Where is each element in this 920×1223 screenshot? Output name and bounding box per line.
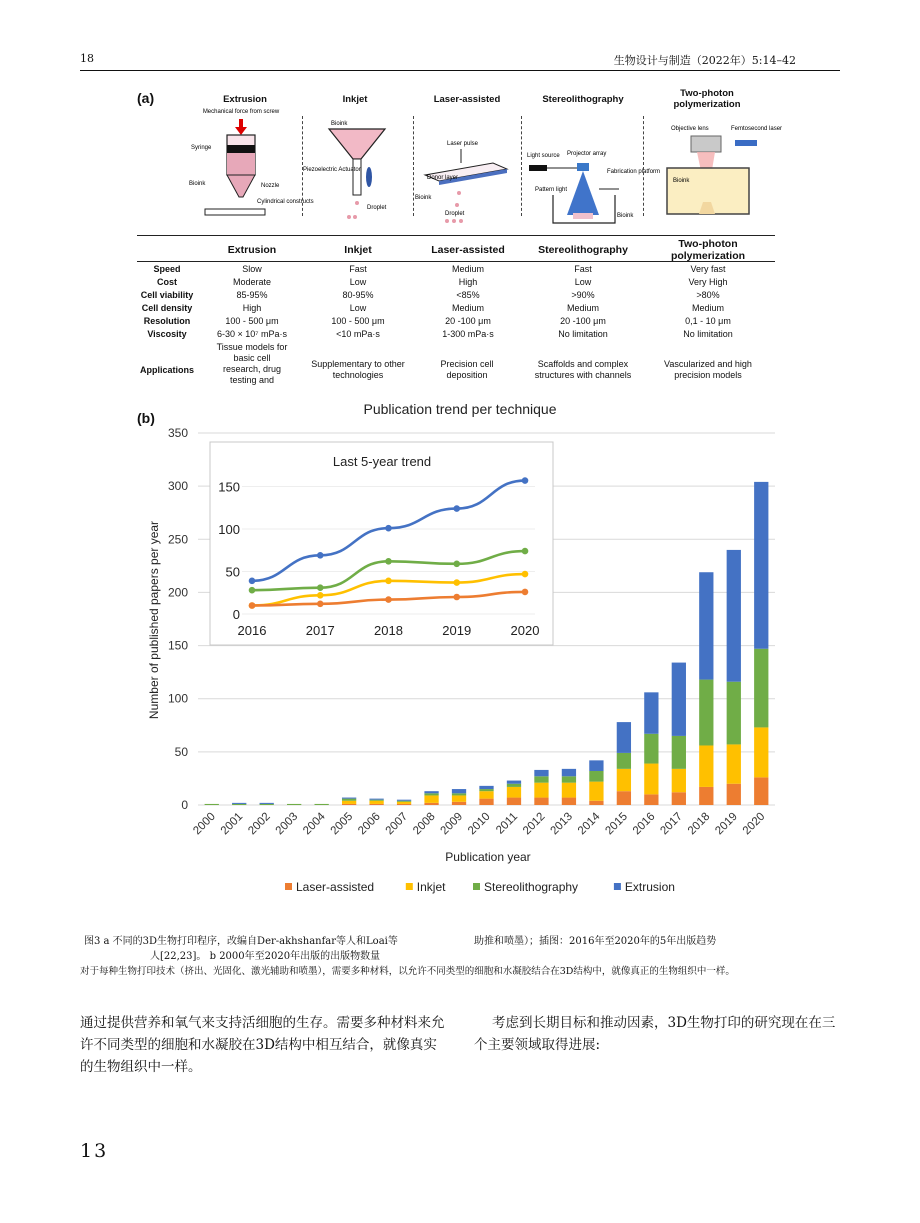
- bar-segment: [342, 804, 356, 805]
- bar-segment: [699, 572, 713, 679]
- bar-segment: [727, 550, 741, 682]
- bar-segment: [672, 663, 686, 736]
- row-label: Cost: [157, 277, 177, 287]
- inset-data-point: [249, 578, 256, 585]
- table-cell: Medium: [451, 264, 484, 274]
- table-header: Stereolithography: [538, 244, 628, 256]
- row-label: Applications: [139, 365, 194, 375]
- bar-segment: [452, 789, 466, 793]
- bar-segment: [672, 769, 686, 792]
- table-cell: Supplementary to other technologies: [311, 359, 405, 380]
- table-cell: 20 -100 μm: [445, 316, 491, 326]
- inset-x-tick-label: 2019: [442, 623, 472, 638]
- legend-swatch: [614, 883, 621, 890]
- annotation: Fabrication platform: [607, 169, 661, 175]
- panel-a-label: (a): [137, 90, 155, 106]
- bar-segment: [507, 781, 521, 784]
- table-cell: Very fast: [690, 264, 726, 274]
- body-paragraph-left: 通过提供营养和氧气来支持活细胞的生存。需要多种材料来允许不同类型的细胞和水凝胶在3D结构中相互结合，就像真实的生物组织中一样。: [80, 1015, 445, 1075]
- panel-b-label: (b): [137, 410, 155, 426]
- annotation: Bioink: [673, 178, 690, 184]
- bar-segment: [727, 784, 741, 805]
- tech-title: Extrusion: [223, 94, 267, 105]
- bar-segment: [424, 793, 438, 795]
- x-tick-label: 2000: [191, 810, 218, 838]
- x-tick-label: 2016: [630, 810, 658, 838]
- inset-y-tick-label: 100: [218, 522, 240, 537]
- x-tick-labels: [191, 810, 767, 837]
- annotation: Bioink: [415, 195, 432, 201]
- y-tick-label: 250: [167, 532, 188, 547]
- inset-data-point: [522, 571, 529, 578]
- annotation: Nozzle: [261, 183, 280, 189]
- x-tick-label: 2018: [685, 810, 713, 838]
- bar-segment: [260, 803, 274, 804]
- table-cell: 6-30 × 10⁷ mPa·s: [216, 329, 288, 339]
- bar-segment: [672, 736, 686, 769]
- bar-segment: [369, 801, 383, 804]
- x-tick-label: 2008: [411, 810, 438, 838]
- annotation: Objective lens: [671, 126, 709, 132]
- inset-data-point: [453, 561, 460, 568]
- y-tick-label: 350: [167, 426, 188, 440]
- bar-segment: [479, 799, 493, 805]
- table-header: Laser-assisted: [431, 244, 505, 256]
- bar-segment: [369, 799, 383, 800]
- inset-data-point: [249, 587, 256, 594]
- bar-segment: [260, 804, 274, 805]
- figure-caption-line3: 对于每种生物打印技术（挤出、光固化、激光辅助和喷墨），需要多种材料，以允许不同类型的细胞和水凝胶结合在3D结构中，就像真正的生物组织中一样。: [80, 966, 735, 977]
- table-cell: Medium: [566, 303, 599, 313]
- x-tick-label: 2012: [520, 810, 548, 838]
- bar-segment: [699, 745, 713, 786]
- table-cell: 0,1 - 10 μm: [685, 316, 731, 326]
- bar-segment: [369, 804, 383, 805]
- bar-segment: [232, 804, 246, 805]
- y-tick-label: 200: [167, 585, 188, 600]
- x-tick-label: 2013: [548, 810, 576, 838]
- table-cell: Low: [349, 303, 367, 313]
- tech-title: Inkjet: [342, 94, 368, 105]
- y-tick-label: 0: [181, 798, 188, 812]
- bar-segment: [369, 800, 383, 801]
- legend-swatch: [473, 883, 480, 890]
- x-tick-label: 2002: [246, 810, 273, 838]
- inset-x-tick-label: 2018: [374, 623, 403, 638]
- chart-legend: [285, 880, 675, 894]
- bar-segment: [424, 791, 438, 793]
- table-cell: Precision cell deposition: [440, 359, 494, 380]
- annotation: Droplet: [367, 205, 387, 211]
- bar-segment: [562, 776, 576, 782]
- bar-segment: [699, 787, 713, 805]
- table-cell: Low: [349, 277, 367, 287]
- figure-caption-line1-right: 助推和喷墨）；插图：2016年至2020年的5年出版趋势: [474, 936, 717, 947]
- table-cell: Slow: [242, 264, 262, 274]
- bar-segment: [342, 801, 356, 804]
- bar-segment: [644, 734, 658, 764]
- table-cell: 1-300 mPa·s: [442, 329, 494, 339]
- bar-segment: [479, 791, 493, 798]
- bar-segment: [232, 803, 246, 804]
- inset-data-point: [385, 578, 392, 585]
- chart-title: Publication trend per technique: [363, 401, 557, 417]
- bar-segment: [342, 799, 356, 801]
- annotation: Light source: [527, 153, 560, 159]
- inset-data-point: [249, 602, 256, 609]
- bar-segment: [342, 798, 356, 799]
- row-label: Viscosity: [147, 329, 187, 339]
- table-header: Extrusion: [227, 244, 277, 256]
- inset-y-tick-label: 0: [232, 607, 240, 622]
- table-cell: <10 mPa·s: [336, 329, 380, 339]
- footer-page-number: 13: [80, 1140, 109, 1162]
- inset-data-point: [317, 601, 324, 608]
- inset-data-point: [522, 589, 529, 596]
- bar-segment: [644, 692, 658, 733]
- inset-data-point: [453, 579, 460, 586]
- x-tick-label: 2017: [658, 810, 685, 838]
- inset-data-point: [385, 525, 392, 532]
- bar-segment: [562, 783, 576, 798]
- row-label: Speed: [153, 264, 181, 274]
- annotation: Bioink: [189, 181, 206, 187]
- legend-label: Stereolithography: [484, 880, 579, 894]
- table-cell: >90%: [571, 290, 595, 300]
- table-cell: >80%: [696, 290, 720, 300]
- bar-segment: [562, 769, 576, 776]
- bar-segment: [754, 727, 768, 777]
- y-tick-label: 50: [174, 744, 188, 759]
- bar-segment: [589, 782, 603, 801]
- bar-segment: [644, 794, 658, 805]
- bar-segment: [727, 744, 741, 783]
- table-cell: <85%: [456, 290, 480, 300]
- bar-segment: [699, 680, 713, 746]
- bar-segment: [452, 795, 466, 801]
- figure-caption-line2: 人[22,23]。 b 2000年至2020年出版的出版物数量: [150, 951, 381, 962]
- bar-segment: [534, 798, 548, 805]
- x-tick-label: 2009: [438, 810, 466, 838]
- x-tick-label: 2004: [301, 810, 328, 838]
- annotation: Droplet: [445, 211, 465, 217]
- bar-segment: [452, 793, 466, 795]
- row-label: Resolution: [143, 316, 191, 326]
- bar-segment: [424, 795, 438, 802]
- table-header: Two-photon polymerization: [670, 238, 746, 262]
- bar-segment: [617, 791, 631, 805]
- inset-frame: [210, 442, 553, 645]
- bar-segment: [617, 769, 631, 791]
- bar-segment: [507, 784, 521, 787]
- bar-segment: [727, 682, 741, 745]
- bar-segment: [397, 804, 411, 805]
- y-axis-label: Number of published papers per year: [147, 520, 161, 720]
- bar-segment: [397, 801, 411, 802]
- annotation: Pattern light: [535, 187, 568, 193]
- inset-data-point: [385, 596, 392, 603]
- legend-swatch: [285, 883, 292, 890]
- table-cell: Medium: [451, 303, 484, 313]
- table-cell: Scaffolds and complex structures with channels: [534, 359, 632, 380]
- annotation: Femtosecond laser: [731, 126, 783, 132]
- inset-data-point: [453, 505, 460, 512]
- inset-title: Last 5-year trend: [332, 454, 432, 469]
- table-cell: High: [458, 277, 478, 287]
- inset-x-tick-label: 2020: [510, 623, 540, 638]
- header-journal-title: 生物设计与制造（2022年）5:14–42: [613, 54, 796, 67]
- table-cell: Vascularized and high precision models: [664, 359, 752, 380]
- bar-segment: [507, 798, 521, 805]
- annotation: Cylindrical constructs: [257, 199, 314, 205]
- bar-segment: [397, 802, 411, 804]
- x-tick-label: 2015: [603, 810, 631, 838]
- inset-data-point: [317, 552, 324, 559]
- bar-segment: [754, 649, 768, 728]
- x-tick-label: 2014: [575, 810, 603, 838]
- annotation: Piezoelectric Actuator: [303, 167, 361, 173]
- legend-label: Laser-assisted: [296, 880, 375, 894]
- bar-segment: [287, 804, 301, 805]
- bar-segment: [562, 798, 576, 805]
- tech-title: Stereolithography: [542, 94, 624, 105]
- x-tick-label: 2011: [494, 810, 521, 837]
- inset-data-point: [317, 584, 324, 591]
- x-tick-label: 2020: [740, 810, 768, 838]
- x-tick-label: 2005: [328, 810, 356, 838]
- inset-x-tick-label: 2017: [305, 623, 335, 638]
- x-tick-label: 2007: [383, 810, 411, 838]
- tech-title: Two-photon polymerization: [673, 88, 741, 110]
- bar-segment: [479, 789, 493, 791]
- bar-segment: [205, 804, 219, 805]
- annotation: Laser pulse: [447, 141, 479, 147]
- inset-data-point: [453, 594, 460, 601]
- table-cell: 80-95%: [342, 290, 374, 300]
- bar-segment: [617, 722, 631, 753]
- annotation: Projector array: [567, 151, 607, 157]
- figure-caption-line1: 图3 a 不同的3D生物打印程序，改编自Der-akhshanfar等人和Loai等: [84, 936, 398, 947]
- bar-segment: [534, 770, 548, 776]
- x-tick-label: 2019: [713, 810, 740, 838]
- legend-label: Extrusion: [624, 880, 675, 894]
- table-cell: 20 -100 μm: [560, 316, 606, 326]
- tech-title: Laser-assisted: [433, 94, 501, 105]
- body-paragraph-right: 考虑到长期目标和推动因素，3D生物打印的研究现在在三个主要领域取得进展:: [474, 1015, 836, 1053]
- legend-swatch: [406, 883, 413, 890]
- legend-label: Inkjet: [416, 880, 446, 894]
- table-cell: Medium: [691, 303, 724, 313]
- x-tick-label: 2001: [218, 810, 246, 838]
- row-label: Cell density: [141, 303, 193, 313]
- bar-segment: [424, 803, 438, 805]
- table-cell: High: [242, 303, 262, 313]
- table-cell: Tissue models for basic cell research, drug testing and: [216, 342, 288, 385]
- annotation: Bioink: [331, 121, 348, 127]
- x-tick-label: 2006: [356, 810, 383, 838]
- bar-segment: [534, 776, 548, 782]
- inset-y-tick-label: 50: [225, 564, 240, 580]
- table-cell: 100 - 500 μm: [331, 316, 385, 326]
- y-tick-labels: [168, 426, 188, 812]
- bar-segment: [397, 800, 411, 801]
- bar-segment: [452, 802, 466, 805]
- bar-segment: [644, 764, 658, 795]
- y-tick-label: 150: [167, 638, 188, 653]
- inset-data-point: [385, 558, 392, 565]
- bar-segment: [754, 777, 768, 805]
- x-axis-label: Publication year: [445, 850, 531, 864]
- bar-segment: [589, 801, 603, 805]
- bar-segment: [672, 792, 686, 805]
- table-cell: No limitation: [683, 329, 733, 339]
- table-cell: 85-95%: [236, 290, 268, 300]
- y-tick-label: 300: [167, 479, 188, 494]
- y-tick-label: 100: [167, 691, 188, 706]
- table-cell: Moderate: [232, 277, 272, 287]
- header-page-number: 18: [80, 52, 94, 65]
- inset-x-tick-label: 2016: [237, 623, 267, 638]
- x-tick-label: 2003: [273, 810, 301, 838]
- table-cell: Fast: [574, 264, 592, 274]
- table-cell: No limitation: [558, 329, 608, 339]
- table-cell: Very High: [688, 277, 728, 287]
- table-header: Inkjet: [344, 244, 372, 256]
- bar-segment: [589, 771, 603, 782]
- inset-data-point: [522, 548, 529, 555]
- inset-data-point: [522, 477, 529, 484]
- annotation: Mechanical force from screw: [202, 109, 280, 115]
- bar-segment: [617, 753, 631, 769]
- bar-segment: [507, 787, 521, 798]
- table-cell: Fast: [349, 264, 367, 274]
- table-cell: 100 - 500 μm: [225, 316, 279, 326]
- annotation: Donor layer: [427, 175, 459, 181]
- annotation: Syringe: [191, 145, 212, 151]
- annotation: Bioink: [617, 213, 634, 219]
- bar-segment: [479, 786, 493, 789]
- bar-segment: [589, 760, 603, 771]
- bar-segment: [534, 783, 548, 798]
- row-label: Cell viability: [140, 290, 194, 300]
- inset-data-point: [317, 592, 324, 599]
- x-tick-label: 2010: [466, 810, 493, 838]
- bar-segment: [754, 482, 768, 649]
- inset-y-tick-label: 150: [218, 479, 240, 495]
- bar-segment: [314, 804, 328, 805]
- table-cell: Low: [574, 277, 592, 287]
